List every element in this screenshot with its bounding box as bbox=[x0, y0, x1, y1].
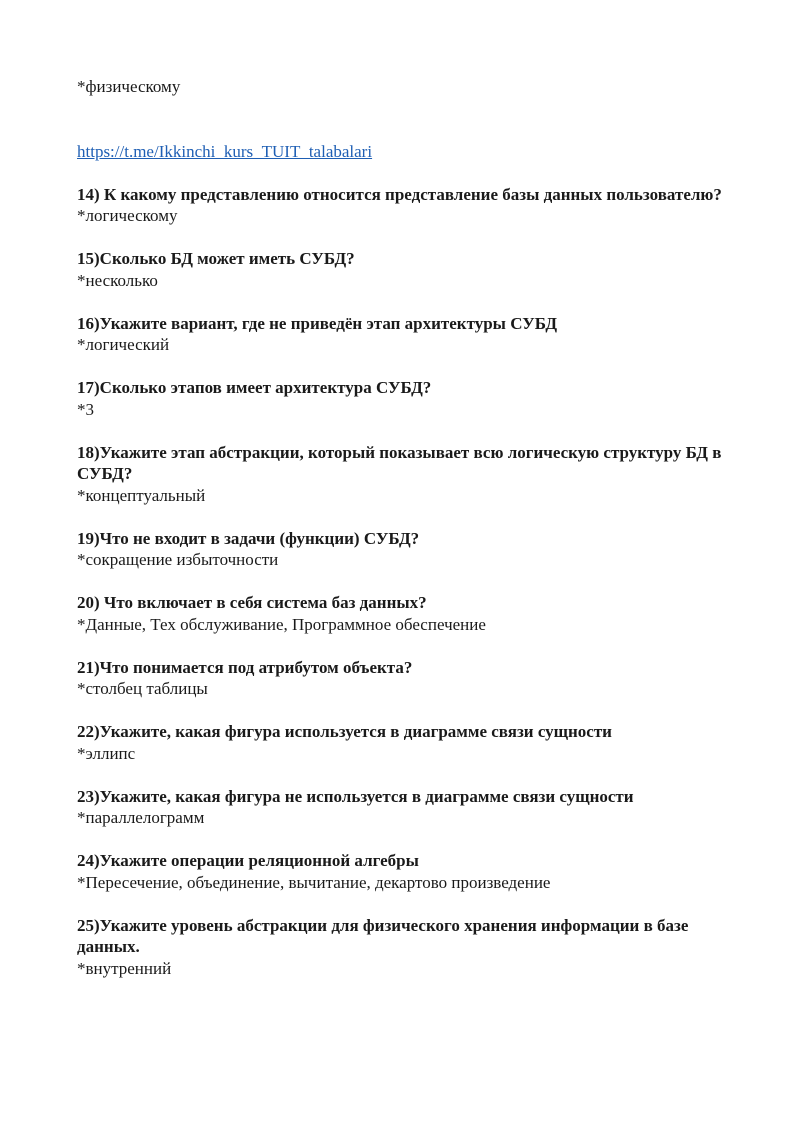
question-text: 24)Укажите операции реляционной алгебры bbox=[77, 851, 419, 870]
question-text: 23)Укажите, какая фигура не используется в диаграмме связи сущности bbox=[77, 786, 634, 806]
question-block-15 bbox=[77, 248, 737, 291]
telegram-link[interactable]: https://t.me/Ikkinchi_kurs_TUIT_talabalari bbox=[77, 141, 373, 161]
question-text: 25)Укажите уровень абстракции для физического хранения информации в базе данных. bbox=[77, 915, 689, 956]
answer-text: *сокращение избыточности bbox=[77, 550, 279, 569]
question-text: 16)Укажите вариант, где не приведён этап архитектуры СУБД bbox=[77, 313, 558, 333]
question-block-17 bbox=[77, 377, 737, 420]
question-text: 19)Что не входит в задачи (функции) СУБД? bbox=[77, 528, 420, 548]
question-block-18 bbox=[77, 442, 737, 507]
question-block-16 bbox=[77, 313, 737, 356]
question-block-25 bbox=[77, 915, 737, 980]
question-block-19 bbox=[77, 528, 737, 571]
answer-text: *столбец таблицы bbox=[77, 679, 208, 698]
question-text: 20) Что включает в себя система баз данных? bbox=[77, 593, 427, 612]
question-block-24 bbox=[77, 850, 737, 893]
question-text: 15)Сколько БД может иметь СУБД? bbox=[77, 249, 355, 268]
answer-text: *несколько bbox=[77, 270, 158, 290]
question-block-22 bbox=[77, 721, 737, 764]
answer-text: *эллипс bbox=[77, 743, 136, 763]
question-text: 14) К какому представлению относится представление базы данных пользователю? bbox=[77, 184, 722, 204]
answer-text: *концептуальный bbox=[77, 485, 206, 505]
answer-text: *логическому bbox=[77, 206, 178, 225]
answer-text: *внутренний bbox=[77, 958, 172, 978]
intro-answer: *физическому bbox=[77, 77, 181, 96]
question-block-14 bbox=[77, 184, 737, 227]
question-text: 17)Сколько этапов имеет архитектура СУБД? bbox=[77, 378, 432, 397]
document-page bbox=[77, 76, 737, 979]
question-block-23 bbox=[77, 786, 737, 829]
question-text: 21)Что понимается под атрибутом объекта? bbox=[77, 657, 413, 677]
answer-text: *3 bbox=[77, 399, 94, 419]
answer-text: *логический bbox=[77, 335, 170, 354]
answer-text: *Данные, Тех обслуживание, Программное обеспечение bbox=[77, 614, 486, 634]
answer-text: *Пересечение, объединение, вычитание, декартово произведение bbox=[77, 872, 551, 892]
question-text: 22)Укажите, какая фигура используется в диаграмме связи сущности bbox=[77, 722, 612, 741]
question-block-21 bbox=[77, 657, 737, 700]
question-block-20 bbox=[77, 592, 737, 635]
question-text: 18)Укажите этап абстракции, который показывает всю логическую структуру БД в СУБД? bbox=[77, 442, 722, 483]
answer-text: *параллелограмм bbox=[77, 808, 205, 827]
